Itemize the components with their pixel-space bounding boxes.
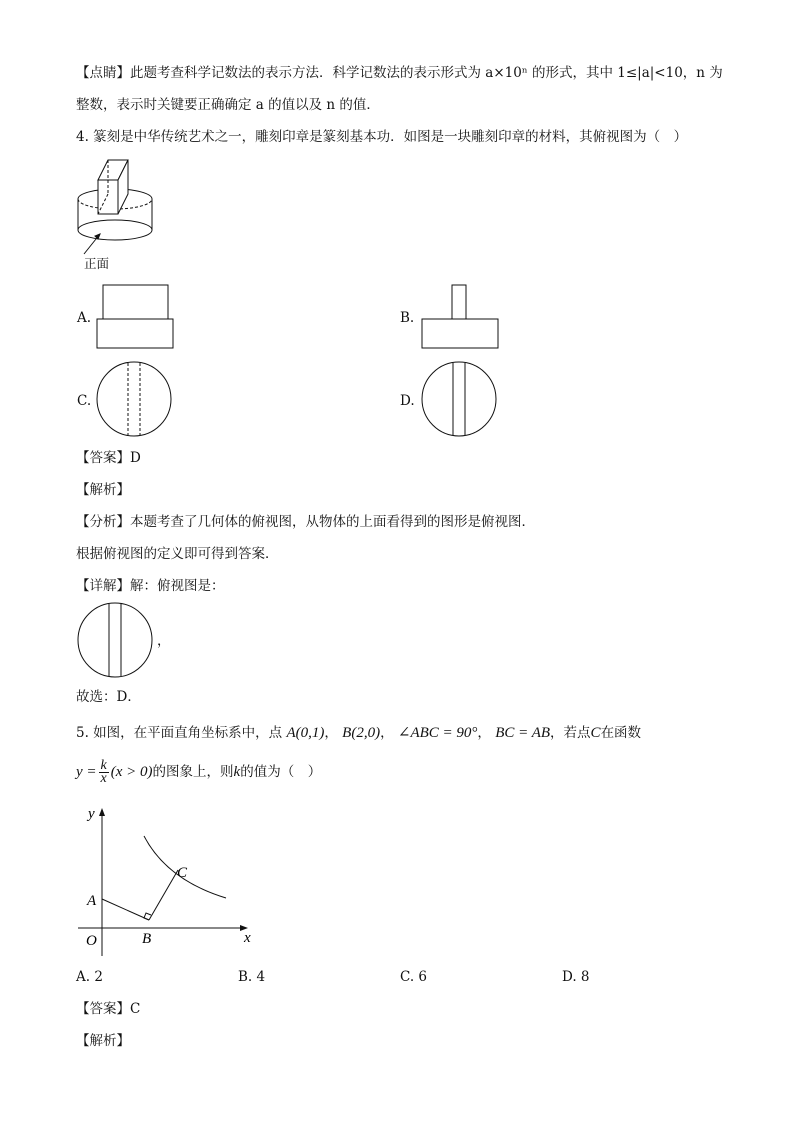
q3-note-line2: 整数，表示时关键要正确确定 a 的值以及 n 的值． xyxy=(76,97,380,113)
q4-option-b-figure xyxy=(420,284,500,350)
segment-ab xyxy=(102,899,149,920)
q5-k: k xyxy=(233,764,241,780)
q5-analysis-heading: 【解析】 xyxy=(76,1033,130,1049)
q5-fraction xyxy=(99,760,109,785)
cylinder-bottom-ellipse xyxy=(78,220,152,240)
label-x: x xyxy=(244,930,251,946)
q4-option-b-label: B. xyxy=(400,310,415,326)
q4-answer: 【答案】D xyxy=(76,450,141,466)
q5-stem-c: 在函数 xyxy=(600,725,642,741)
q5-stem-a: 5. 如图，在平面直角坐标系中，点 xyxy=(76,725,283,741)
q5-domain: (x > 0) xyxy=(110,764,153,780)
q5-stem-line2 xyxy=(76,760,321,785)
q4-option-c-figure xyxy=(95,360,175,440)
q5-point-b: B(2,0) xyxy=(342,725,381,741)
q4-detail-figure xyxy=(76,601,158,681)
q4-option-c-label: C. xyxy=(77,393,92,409)
q5-option-d: D. 8 xyxy=(562,969,590,985)
segment-bc xyxy=(149,870,178,920)
q4-stem: 4. 篆刻是中华传统艺术之一，雕刻印章是篆刻基本功．如图是一块雕刻印章的材料，其俯视图为（ ） xyxy=(76,129,688,145)
q5-option-a: A. 2 xyxy=(76,969,103,985)
q5-stem-e: 的值为（ ） xyxy=(240,764,322,780)
q5-option-c: C. 6 xyxy=(400,969,428,985)
q5-sep2: ， xyxy=(380,725,394,741)
q5-equation: BC = AB xyxy=(495,725,551,741)
q4-choice: 故选：D． xyxy=(76,689,141,705)
q5-graph xyxy=(72,800,262,960)
label-o: O xyxy=(86,933,97,949)
q4-option-d-figure xyxy=(420,360,500,440)
label-y: y xyxy=(88,806,95,822)
q5-sep1: ， xyxy=(324,725,338,741)
q5-frac-num: k xyxy=(100,758,107,773)
q4-detail-comma: ， xyxy=(157,633,171,649)
q4-analysis-heading: 【解析】 xyxy=(76,482,130,498)
q4-analysis2: 根据俯视图的定义即可得到答案． xyxy=(76,546,279,562)
q5-angle: ∠ABC = 90° xyxy=(397,725,478,741)
q5-sep3: ， xyxy=(477,725,491,741)
q5-option-b: B. 4 xyxy=(238,969,266,985)
q5-point-a: A(0,1) xyxy=(286,725,325,741)
q5-stem-line1 xyxy=(76,724,641,742)
label-c: C xyxy=(177,865,188,881)
q5-point-c: C xyxy=(590,725,601,741)
q4-analysis: 【分析】本题考查了几何体的俯视图，从物体的上面看得到的图形是俯视图． xyxy=(76,514,535,530)
front-label: 正面 xyxy=(84,256,110,271)
q4-option-a-label: A. xyxy=(77,310,92,326)
q5-frac-den: x xyxy=(100,771,107,786)
q4-option-a-figure xyxy=(95,284,175,350)
q4-detail: 【详解】解：俯视图是： xyxy=(76,578,225,594)
q5-stem-d: 的图象上，则 xyxy=(152,764,234,780)
q5-y-eq: y = xyxy=(76,764,97,780)
q5-answer: 【答案】C xyxy=(76,1001,141,1017)
q4-option-d-label: D. xyxy=(400,393,415,409)
label-a: A xyxy=(87,893,97,909)
q3-note-line1: 【点睛】此题考查科学记数法的表示方法．科学记数法的表示形式为 a×10ⁿ 的形式，其中 1≤|a|<10，n 为 xyxy=(76,65,723,81)
q5-stem-b: ，若点 xyxy=(550,725,591,741)
label-b: B xyxy=(142,931,152,947)
